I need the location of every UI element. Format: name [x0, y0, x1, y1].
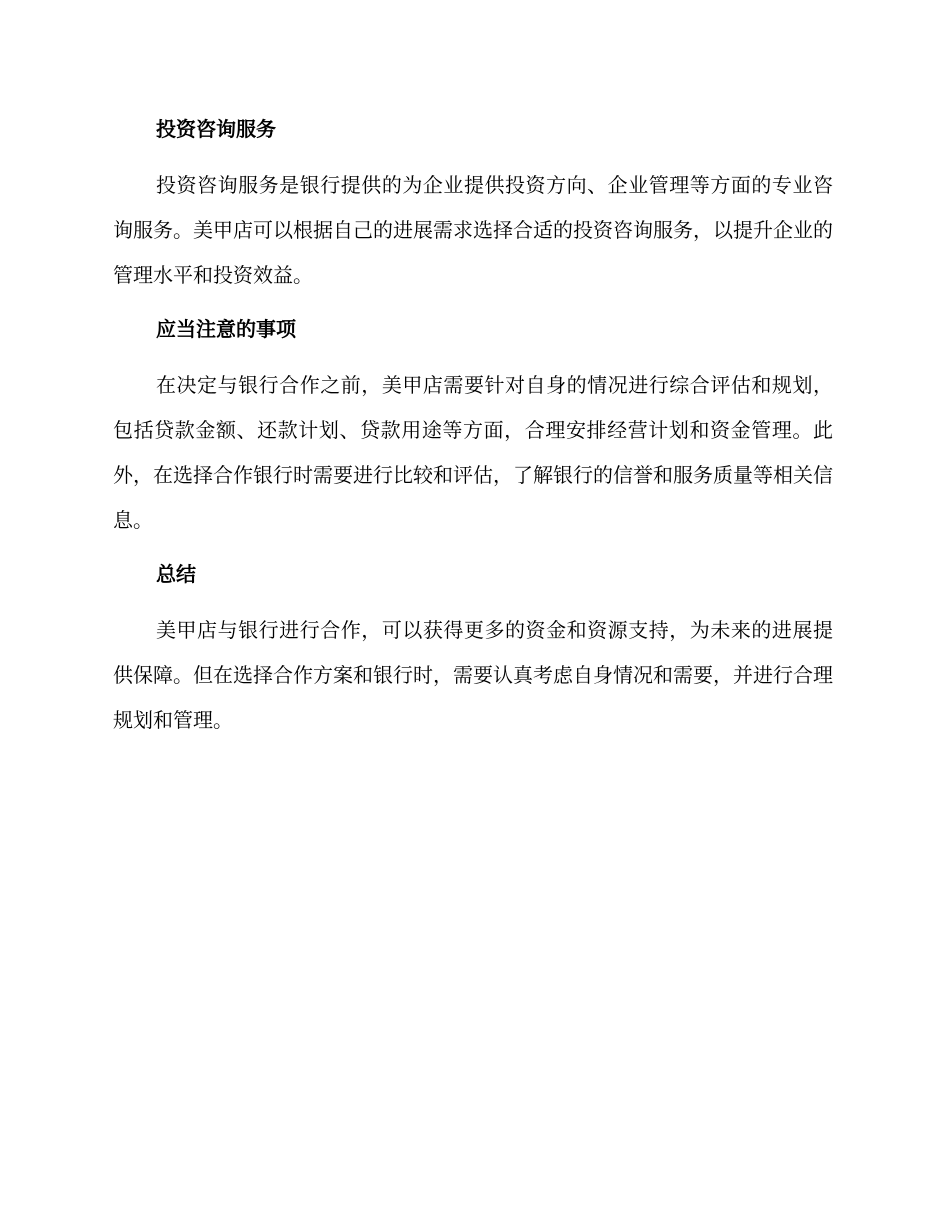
section-heading-summary: 总结 — [156, 562, 196, 586]
section-paragraph-investment-consulting: 投资咨询服务是银行提供的为企业提供投资方向、企业管理等方面的专业咨询服务。美甲店可以根据自己的进展需求选择合适的投资咨询服务，以提升企业的管理水平和投资效益。 — [113, 173, 833, 287]
spacer — [113, 147, 833, 163]
spacer — [113, 592, 833, 608]
section-heading-investment-consulting: 投资咨询服务 — [156, 117, 276, 141]
document-body — [113, 111, 833, 743]
section-heading-precautions: 应当注意的事项 — [156, 317, 296, 341]
spacer — [113, 543, 833, 556]
section-paragraph-precautions: 在决定与银行合作之前，美甲店需要针对自身的情况进行综合评估和规划，包括贷款金额、还款计划、贷款用途等方面，合理安排经营计划和资金管理。此外，在选择合作银行时需要进行比较和评估，了解银行的信誉和服务质量等相关信息。 — [113, 373, 833, 532]
spacer — [113, 298, 833, 311]
section-paragraph-summary: 美甲店与银行进行合作，可以获得更多的资金和资源支持，为未来的进展提供保障。但在选择合作方案和银行时，需要认真考虑自身情况和需要，并进行合理规划和管理。 — [113, 618, 833, 732]
spacer — [113, 347, 833, 363]
